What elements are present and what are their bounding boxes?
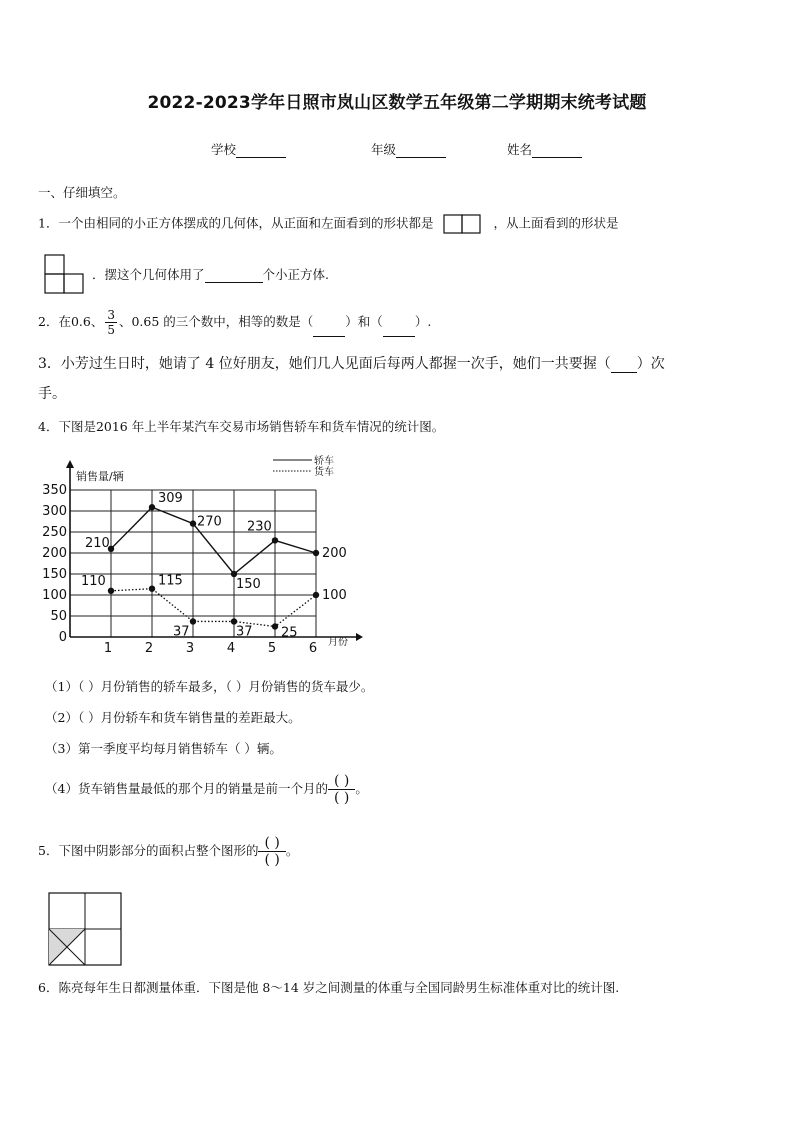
q2-text-a: 2．在0.6、 [38,314,104,329]
shaded-square-figure [48,892,122,966]
data-label: 309 [158,491,183,507]
fraction-numerator: ( ) [328,773,355,790]
question-4-part-1: （1）（ ）月份销售的轿车最多，（ ）月份销售的货车最少。 [45,679,374,694]
data-label: 115 [158,573,183,589]
fraction-3-5 [105,308,117,337]
q1-text-a: 1．一个由相同的小正方体摆成的几何体，从正面和左面看到的形状都是 [38,215,434,231]
x-tick-label: 4 [226,641,236,656]
x-tick-label: 2 [144,641,154,656]
x-tick-label: 1 [103,641,113,656]
series-line [111,589,316,627]
q2-text-c: ）和（ [345,314,383,329]
q3-answer-blank [611,360,637,373]
section-heading: 一、仔细填空。 [38,185,126,200]
question-6: 6．陈亮每年生日都测量体重．下图是他 8～14 岁之间测量的体重与全国同龄男生标准体重对比的统计图. [38,980,620,995]
data-label: 37 [236,624,253,640]
q1-text-c: ．摆这个几何体用了 [92,267,205,282]
data-point [149,504,155,510]
y-tick-label: 350 [42,483,67,498]
x-tick-label: 5 [267,641,277,656]
l-shape-top-view-icon [44,254,86,296]
x-axis-arrow-icon [356,633,363,641]
fraction-denominator: 5 [107,323,115,337]
q2-answer-blank-1 [313,324,345,337]
q5-text-b: 。 [285,843,299,858]
q4-part-4-end: 。 [355,781,368,796]
data-label: 150 [236,577,261,592]
question-4-part-2: （2）（ ）月份轿车和货车销售量的差距最大。 [45,710,301,725]
question-1-line-2 [92,265,329,283]
data-point [190,618,196,624]
y-tick-label: 150 [42,567,67,582]
x-axis-label: 月份 [328,637,348,648]
question-3-line-2: 手。 [38,386,66,402]
data-point [313,550,319,556]
x-tick-label: 6 [308,641,318,656]
question-4-part-4 [45,773,368,806]
data-label: 230 [247,519,272,535]
data-label: 25 [281,625,298,641]
question-2 [38,308,431,337]
y-tick-label: 100 [42,588,67,603]
y-tick-label: 50 [50,609,67,624]
data-point [272,537,278,543]
data-label: 100 [322,588,347,603]
fraction-denominator: ( ) [264,852,280,868]
q1-text-b: ，从上面看到的形状是 [493,215,619,231]
data-point [313,592,319,598]
data-label: 200 [322,546,347,561]
data-point [272,623,278,629]
fraction-numerator: 3 [107,308,115,322]
two-square-shape-icon [443,213,483,235]
question-4-part-3: （3）第一季度平均每月销售轿车（ ）辆。 [45,741,282,756]
name-blank [532,145,582,158]
grade-blank [396,145,446,158]
q2-text-b: 、0.65 的三个数中，相等的数是（ [118,314,314,329]
y-tick-label: 300 [42,504,67,519]
data-label: 210 [85,535,110,551]
q3-text-b: ）次 [636,356,665,372]
data-label: 37 [173,624,190,640]
question-5 [38,835,298,868]
data-label: 270 [197,514,222,530]
data-point [190,520,196,526]
q3-text-a: 3．小芳过生日时，她请了 4 位好朋友，她们几人见面后每两人都握一次手，她们一共要握（ [38,356,611,372]
y-tick-label: 200 [42,546,67,561]
q2-text-d: ）. [414,314,432,329]
q2-answer-blank-2 [383,324,415,337]
sales-line-chart [40,452,370,657]
question-3-line-1 [38,353,665,373]
data-point [149,586,155,592]
grade-label: 年级 [371,142,397,157]
q1-answer-blank [205,270,263,283]
data-label: 110 [81,573,106,589]
school-label: 学校 [211,142,237,157]
name-field [507,140,582,158]
legend-label: 轿车 [314,456,334,467]
y-axis-arrow-icon [66,460,74,468]
fraction-numerator: ( ) [258,835,285,852]
school-blank [236,145,286,158]
grade-field [371,140,446,158]
y-tick-label: 250 [42,525,67,540]
question-1-line-1 [38,213,618,235]
q4-fraction-blank [328,773,355,806]
y-axis-label: 销售量/辆 [76,470,124,483]
q5-fraction-blank [258,835,285,868]
q5-text-a: 5．下图中阴影部分的面积占整个图形的 [38,843,259,858]
fraction-denominator: ( ) [333,790,350,806]
q4-part-4-text: （4）货车销售量最低的那个月的销量是前一个月的 [45,781,328,796]
school-field [211,140,286,158]
y-tick-label: 0 [58,630,67,645]
q1-text-d: 个小正方体. [262,267,329,282]
page-title: 2022-2023学年日照市岚山区数学五年级第二学期期末统考试题 [147,93,647,113]
data-point [108,588,114,594]
question-4-intro: 4．下图是2016 年上半年某汽车交易市场销售轿车和货车情况的统计图。 [38,419,445,434]
x-tick-label: 3 [185,641,195,656]
name-label: 姓名 [507,142,533,157]
legend-label: 货车 [314,467,334,478]
